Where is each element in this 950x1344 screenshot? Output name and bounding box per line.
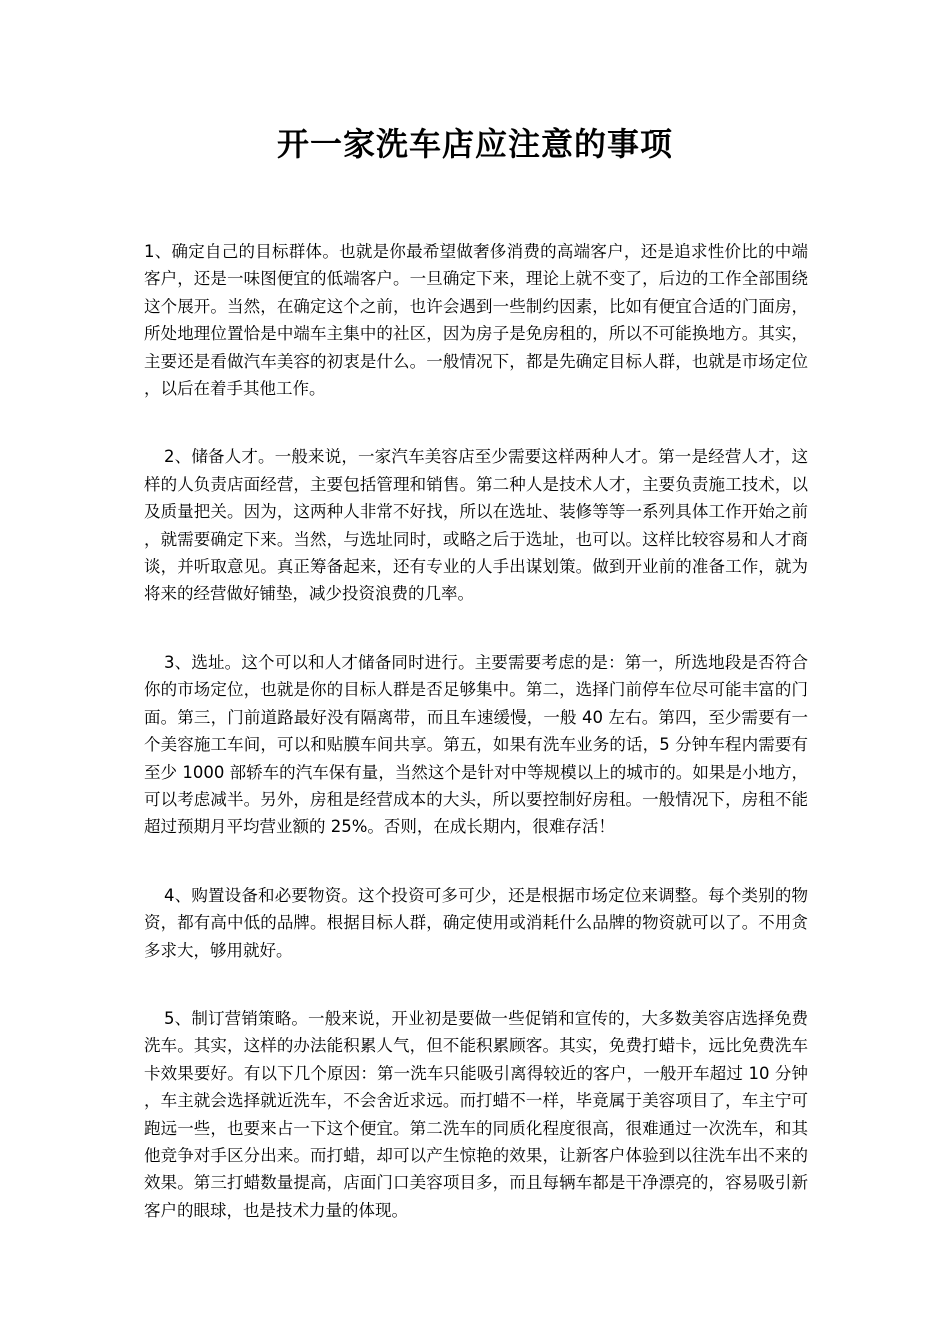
document-body [144,238,808,1265]
paragraph-talent-reserve: 2、储备人才。一般来说，一家汽车美容店至少需要这样两种人才。第一是经营人才，这样的人负责店面经营，主要包括管理和销售。第二种人是技术人才，主要负责施工技术，以及质量把关。因为，这两种人非常不好找，所以在选址、装修等等一系列具体工作开始之前，就需要确定下来。当然，与选址同时，或略之后于选址，也可以。这样比较容易和人才商谈，并听取意见。真正筹备起来，还有专业的人手出谋划策。做到开业前的准备工作，就为将来的经营做好铺垫，减少投资浪费的几率。 [144,447,808,604]
document-title: 开一家洗车店应注意的事项 [276,125,673,163]
paragraph-site-selection: 3、选址。这个可以和人才储备同时进行。主要需要考虑的是：第一，所选地段是否符合你的市场定位，也就是你的目标人群是否足够集中。第二，选择门前停车位尽可能丰富的门面。第三，门前道路最好没有隔离带，而且车速缓慢，一般 40 左右。第四，至少需要有一个美容施工车间，可以和贴膜车间共享。第五，如果有洗车业务的话，5 分钟车程内需要有至少 1000 部轿车的汽车保有量，当然这个是针对中等规模以上的城市的。如果是小地方，可以考虑减半。另外，房租是经营成本的大头，所以要控制好房租。一般情况下，房租不能超过预期月平均营业额的 25%。否则，在成长期内，很难存活！ [144,652,808,837]
paragraph-equipment-purchase: 4、购置设备和必要物资。这个投资可多可少，还是根据市场定位来调整。每个类别的物资，都有高中低的品牌。根据目标人群，确定使用或消耗什么品牌的物资就可以了。不用贪多求大，够用就好。 [144,885,808,960]
paragraph-marketing-strategy: 5、制订营销策略。一般来说，开业初是要做一些促销和宣传的，大多数美容店选择免费洗车。其实，这样的办法能积累人气，但不能积累顾客。其实，免费打蜡卡，远比免费洗车卡效果要好。有以下几个原因：第一洗车只能吸引离得较近的客户，一般开车超过 10 分钟，车主就会选择就近洗车，不会舍近求远。而打蜡不一样，毕竟属于美容项目了，车主宁可跑远一些，也要来占一下这个便宜。第二洗车的同质化程度很高，很难通过一次洗车，和其他竞争对手区分出来。而打蜡，却可以产生惊艳的效果，让新客户体验到以往洗车出不来的效果。第三打蜡数量提高，店面门口美容项目多，而且每辆车都是干净漂亮的，容易吸引新客户的眼球，也是技术力量的体现。 [144,1008,808,1220]
paragraph-target-group: 1、确定自己的目标群体。也就是你最希望做奢侈消费的高端客户，还是追求性价比的中端客户，还是一味图便宜的低端客户。一旦确定下来，理论上就不变了，后边的工作全部围绕这个展开。当然，在确定这个之前，也许会遇到一些制约因素，比如有便宜合适的门面房，所处地理位置恰是中端车主集中的社区，因为房子是免房租的，所以不可能换地方。其实，主要还是看做汽车美容的初衷是什么。一般情况下，都是先确定目标人群，也就是市场定位，以后在着手其他工作。 [144,242,808,399]
